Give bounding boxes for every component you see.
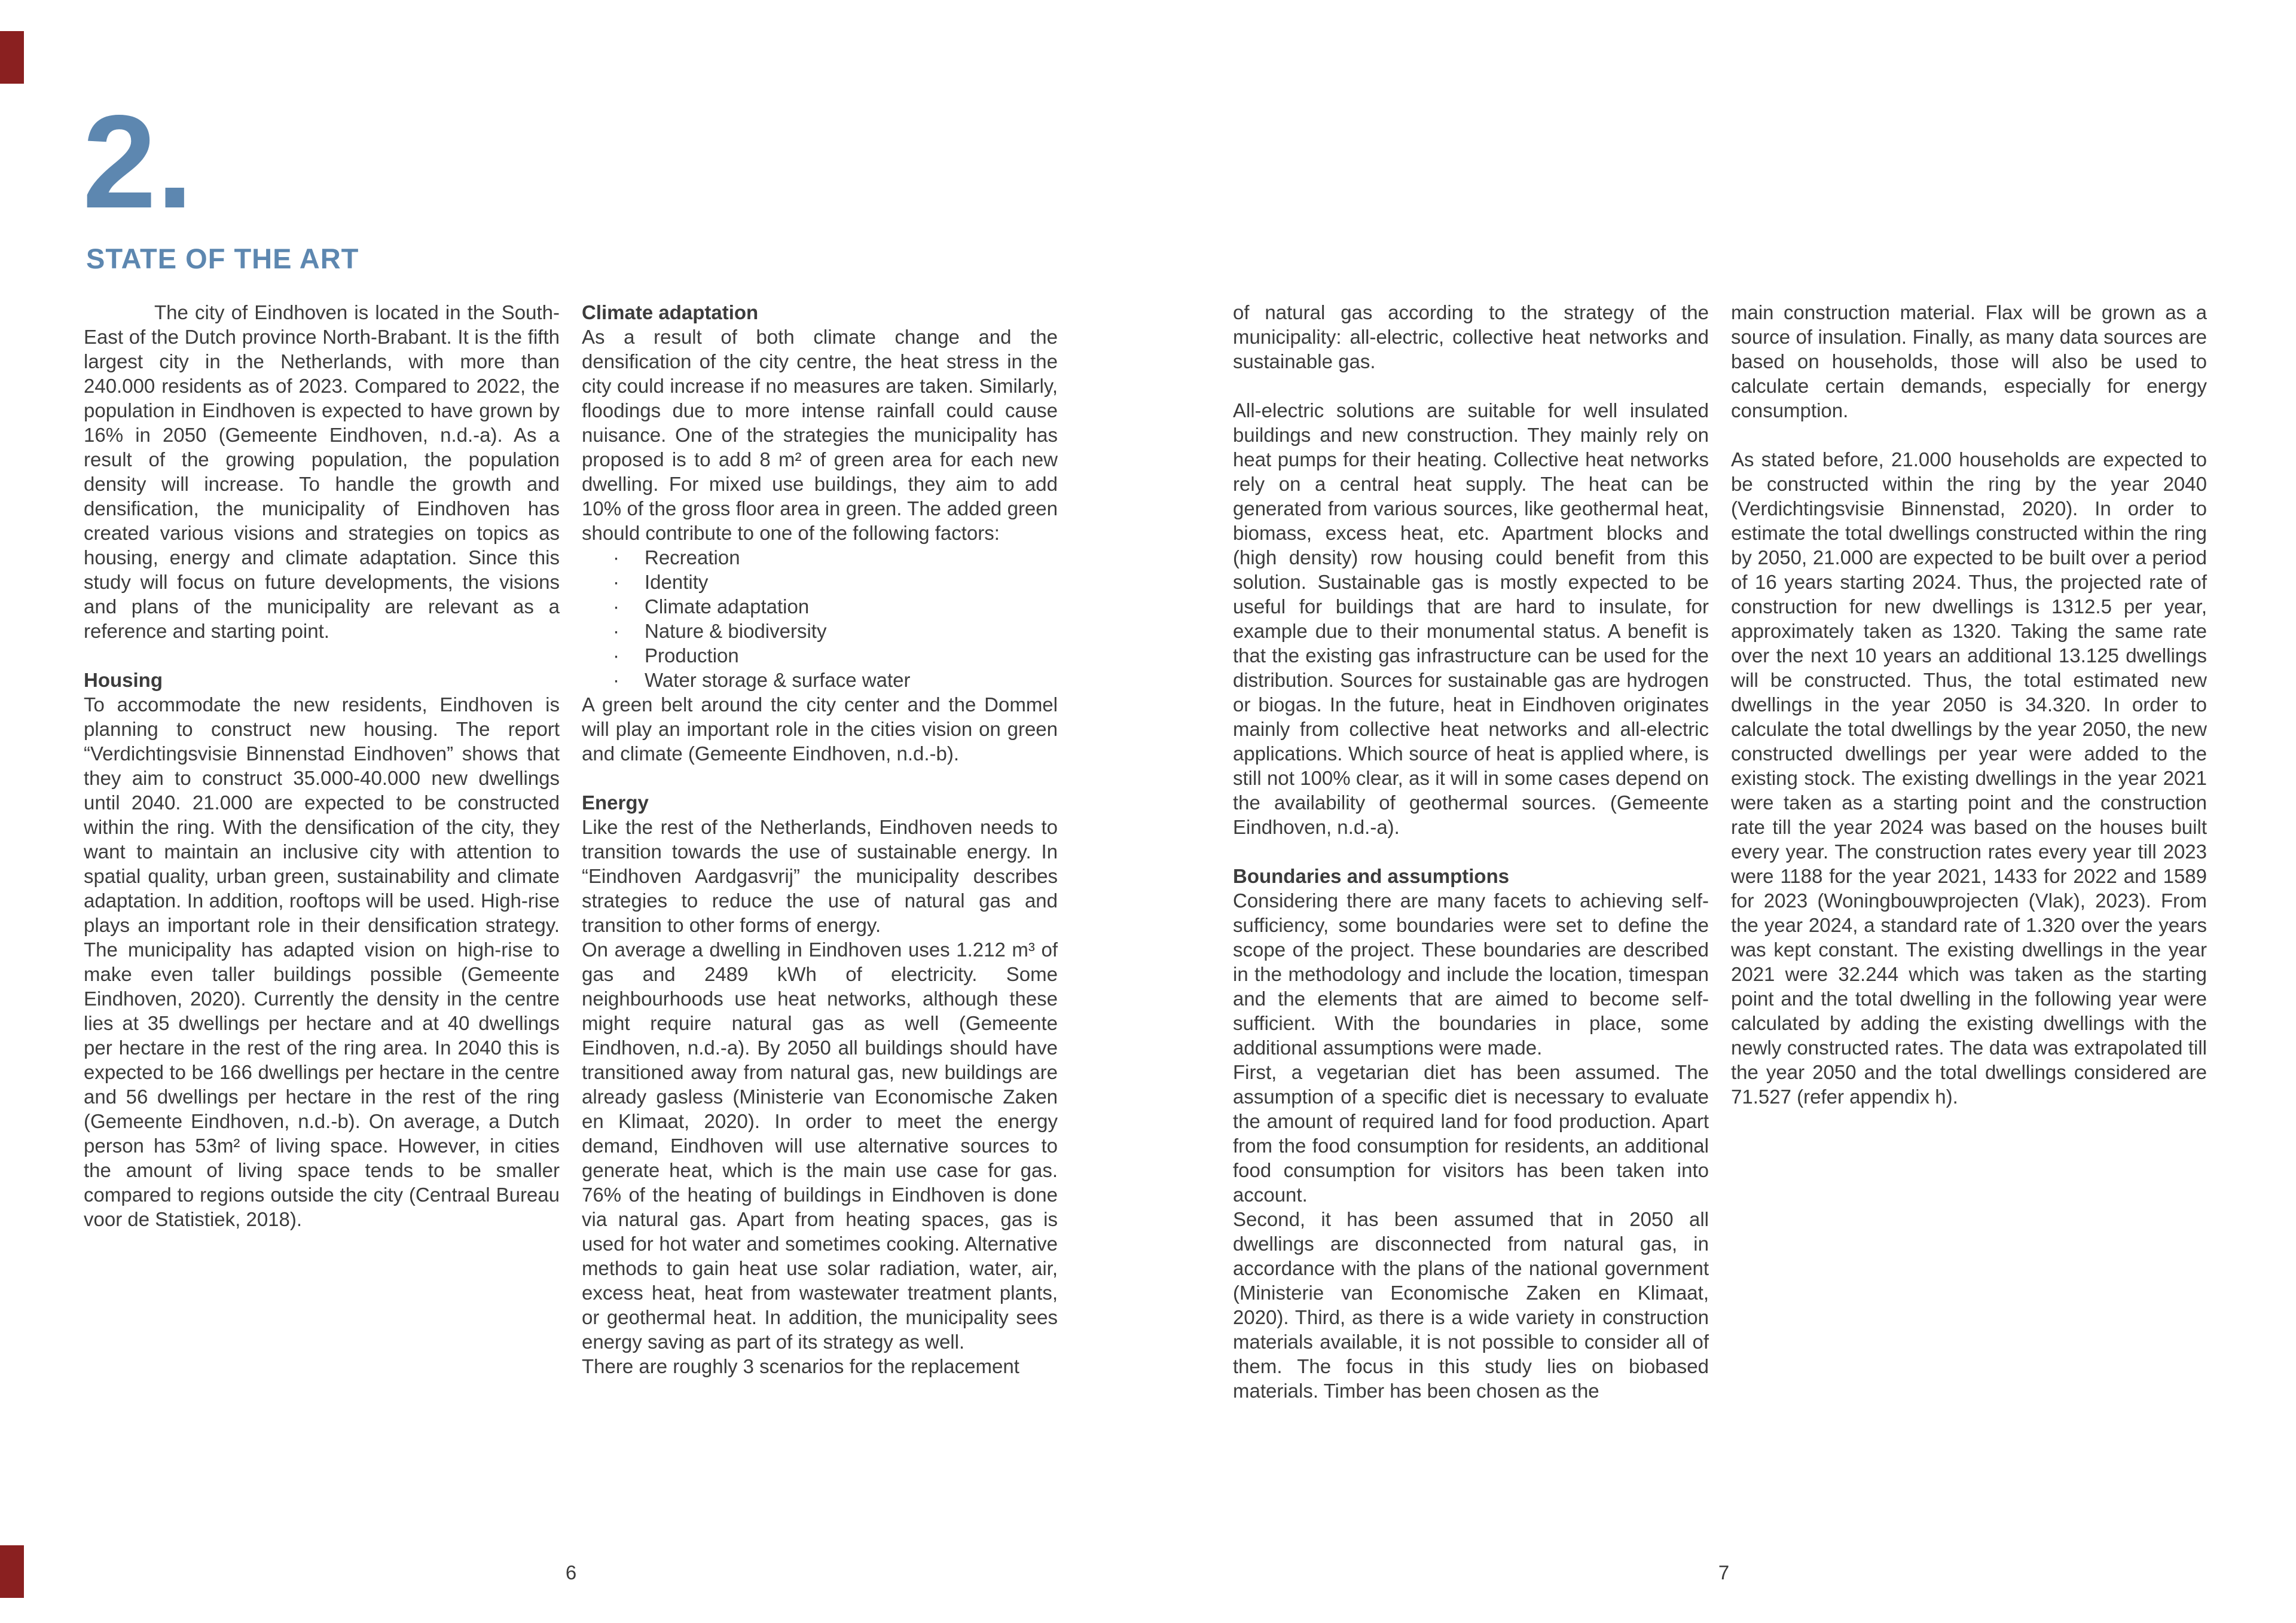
climate-adaptation-heading: Climate adaptation (582, 301, 759, 323)
bullet-icon: · (613, 669, 619, 691)
page-number-left: 6 (565, 1561, 577, 1584)
binding-mark-bottom-icon (0, 1545, 24, 1598)
first-assumption-paragraph: First, a vegetarian diet has been assumed. The assumption of a specific diet is necessary to evaluate the amount of required land for food production. Apart from the food consumption for residents, an additional food consumption for visitors has been taken into account. (1233, 1061, 1709, 1206)
green-belt-paragraph: A green belt around the city center and the Dommel will play an important role in the cities vision on green and climate (Gemeente Eindhoven, n.d.-b). (582, 693, 1058, 765)
list-item-label: Identity (645, 571, 709, 593)
boundaries-paragraph: Considering there are many facets to achieving self-sufficiency, some boundaries were set to define the scope of the project. These boundaries are described in the methodology and include the location, timespan and the elements that are aimed to become self-sufficient. With the boundaries in place, some additional assumptions were made. (1233, 890, 1709, 1059)
construction-material-paragraph: main construction material. Flax will be grown as a source of insulation. Finally, as many data sources are based on households, those will also be used to calculate certain demands, especially for energy consumption. (1731, 301, 2207, 421)
dwelling-calculation-paragraph: As stated before, 21.000 households are expected to be constructed within the ring by the year 2040 (Verdichtingsvisie Binnenstad, 2020). In order to estimate the total dwellings constructed within the ring by 2050, 21.000 are expected to be built over a period of 16 years starting 2024. Thus, the projected rate of construction for new dwellings is 1312.5 per year, approximately taken as 1320. Taking the same rate over the next 10 years an additional 13.125 dwellings will be constructed. Thus, the total estimated new dwellings in the year 2050 is 34.320. In order to calculate the total dwellings by the year 2050, the new constructed dwellings per year were added to the existing stock. The existing dwellings in the year 2021 were taken as a starting point and the construction rate till the year 2024 was based on the houses built every year. The construction rates every year till 2023 were 1188 for the year 2021, 1433 for 2022 and 1589 for 2023 (Woningbouwprojecten (Vlak), 2023). From the year 2024, a standard rate of 1.320 over the years was kept constant. The existing dwellings in the year 2021 were 32.244 which was taken as the starting point and the total dwelling in the following year were calculated by adding the existing dwellings with the newly constructed rates. The data was extrapolated till the year 2050 and the total dwellings considered are 71.527 (refer appendix h). (1731, 448, 2207, 1108)
energy-heading: Energy (582, 791, 649, 814)
list-item-label: Climate adaptation (645, 595, 810, 618)
list-item (582, 545, 1058, 570)
list-item (582, 643, 1058, 668)
page7-column-2 (1731, 300, 2207, 1403)
list-item (582, 570, 1058, 594)
bullet-icon: · (613, 546, 619, 568)
energy-paragraph-2: On average a dwelling in Eindhoven uses 1.212 m³ of gas and 2489 kWh of electricity. Some neighbourhoods use heat networks, although these might require natural gas as well (Gemeente Eindhoven, n.d.-a). By 2050 all buildings should have transitioned away from natural gas, new buildings are already gasless (Ministerie van Economische Zaken en Klimaat, 2020). In order to meet the energy demand, Eindhoven will use alternative sources to generate heat, which is the main use case for gas. 76% of the heating of buildings in Eindhoven is done via natural gas. Apart from heating spaces, gas is used for hot water and sometimes cooking. Alternative methods to gain heat use solar radiation, water, air, excess heat, heat from wastewater treatment plants, or geothermal heat. In addition, the municipality sees energy saving as part of its strategy as well. (582, 939, 1058, 1353)
list-item-label: Recreation (645, 546, 740, 568)
energy-paragraph-1: Like the rest of the Netherlands, Eindhoven needs to transition towards the use of sustainable energy. In “Eindhoven Aardgasvrij” the municipality describes strategies to reduce the use of natural gas and transition to other forms of energy. (582, 816, 1058, 936)
page7-column-1 (1233, 300, 1709, 1403)
page6-column-2 (582, 300, 1058, 1403)
list-item-label: Production (645, 644, 739, 667)
chapter-number: 2. (83, 88, 194, 236)
housing-heading: Housing (84, 669, 163, 691)
boundaries-heading: Boundaries and assumptions (1233, 865, 1510, 887)
housing-paragraph: To accommodate the new residents, Eindhoven is planning to construct new housing. The report “Verdichtingsvisie Binnenstad Eindhoven” shows that they aim to construct 35.000-40.000 new dwellings until 2040. 21.000 are expected to be constructed within the ring. With the densification of the city, they want to maintain an inclusive city with attention to spatial quality, urban green, sustainability and climate adaptation. In addition, rooftops will be used. High-rise plays an important role in their densification strategy. The municipality has adapted vision on high-rise to make even taller buildings possible (Gemeente Eindhoven, 2020). Currently the density in the centre lies at 35 dwellings per hectare and at 40 dwellings per hectare in the rest of the ring area. In 2040 this is expected to be 166 dwellings per hectare in the centre and 56 dwellings per hectare in the rest of the ring (Gemeente Eindhoven, n.d.-b). On average, a Dutch person has 53m² of living space. However, in cities the amount of living space tends to be smaller compared to regions outside the city (Centraal Bureau voor de Statistiek, 2018). (84, 693, 560, 1230)
bullet-icon: · (613, 620, 619, 642)
green-factors-list (582, 545, 1058, 692)
bullet-icon: · (613, 571, 619, 593)
bullet-icon: · (613, 595, 619, 618)
gas-strategy-paragraph: of natural gas according to the strategy of the municipality: all-electric, collective heat networks and sustainable gas. (1233, 301, 1709, 372)
second-assumption-paragraph: Second, it has been assumed that in 2050 all dwellings are disconnected from natural gas, in accordance with the plans of the national government (Ministerie van Economische Zaken en Klimaat, 2020). Third, as there is a wide variety in construction materials available, it is not possible to consider all of them. The focus in this study lies on biobased materials. Timber has been chosen as the (1233, 1208, 1709, 1402)
energy-paragraph-3: There are roughly 3 scenarios for the replacement (582, 1355, 1019, 1377)
text-columns (84, 300, 2207, 1403)
climate-adaptation-paragraph: As a result of both climate change and the densification of the city centre, the heat stress in the city could increase if no measures are taken. Similarly, floodings due to more intense rainfall could cause nuisance. One of the strategies the municipality has proposed is to add 8 m² of green area for each new dwelling. For mixed use buildings, they aim to add 10% of the gross floor area in green. The added green should contribute to one of the following factors: (582, 326, 1058, 544)
page-number-right: 7 (1718, 1561, 1730, 1584)
list-item-label: Water storage & surface water (645, 669, 911, 691)
list-item-label: Nature & biodiversity (645, 620, 827, 642)
list-item (582, 594, 1058, 619)
page6-column-1 (84, 300, 560, 1403)
bullet-icon: · (613, 644, 619, 667)
intro-paragraph: The city of Eindhoven is located in the South-East of the Dutch province North-Brabant. It is the fifth largest city in the Netherlands, with more than 240.000 residents as of 2023. Compared to 2022, the population in Eindhoven is expected to have grown by 16% in 2050 (Gemeente Eindhoven, n.d.-a). As a result of the growing population, the population density will increase. To handle the growth and densification, the municipality of Eindhoven has created various visions and strategies on topics as housing, energy and climate adaptation. Since this study will focus on future developments, the visions and plans of the municipality are relevant as a reference and starting point. (84, 301, 560, 642)
chapter-title: STATE OF THE ART (86, 243, 359, 274)
binding-mark-top-icon (0, 31, 24, 84)
list-item (582, 619, 1058, 643)
list-item (582, 668, 1058, 692)
all-electric-paragraph: All-electric solutions are suitable for well insulated buildings and new construction. They mainly rely on heat pumps for their heating. Collective heat networks rely on a central heat supply. The heat can be generated from various sources, like geothermal heat, biomass, excess heat, etc. Apartment blocks and (high density) row housing could benefit from this solution. Sustainable gas is mostly expected to be useful for buildings that are hard to insulate, for example due to their monumental status. A benefit is that the existing gas infrastructure can be used for the distribution. Sources for sustainable gas are hydrogen or biogas. In the future, heat in Eindhoven originates mainly from collective heat networks and all-electric applications. Which source of heat is applied where, is still not 100% clear, as it will in some cases depend on the availability of geothermal sources. (Gemeente Eindhoven, n.d.-a). (1233, 399, 1709, 838)
